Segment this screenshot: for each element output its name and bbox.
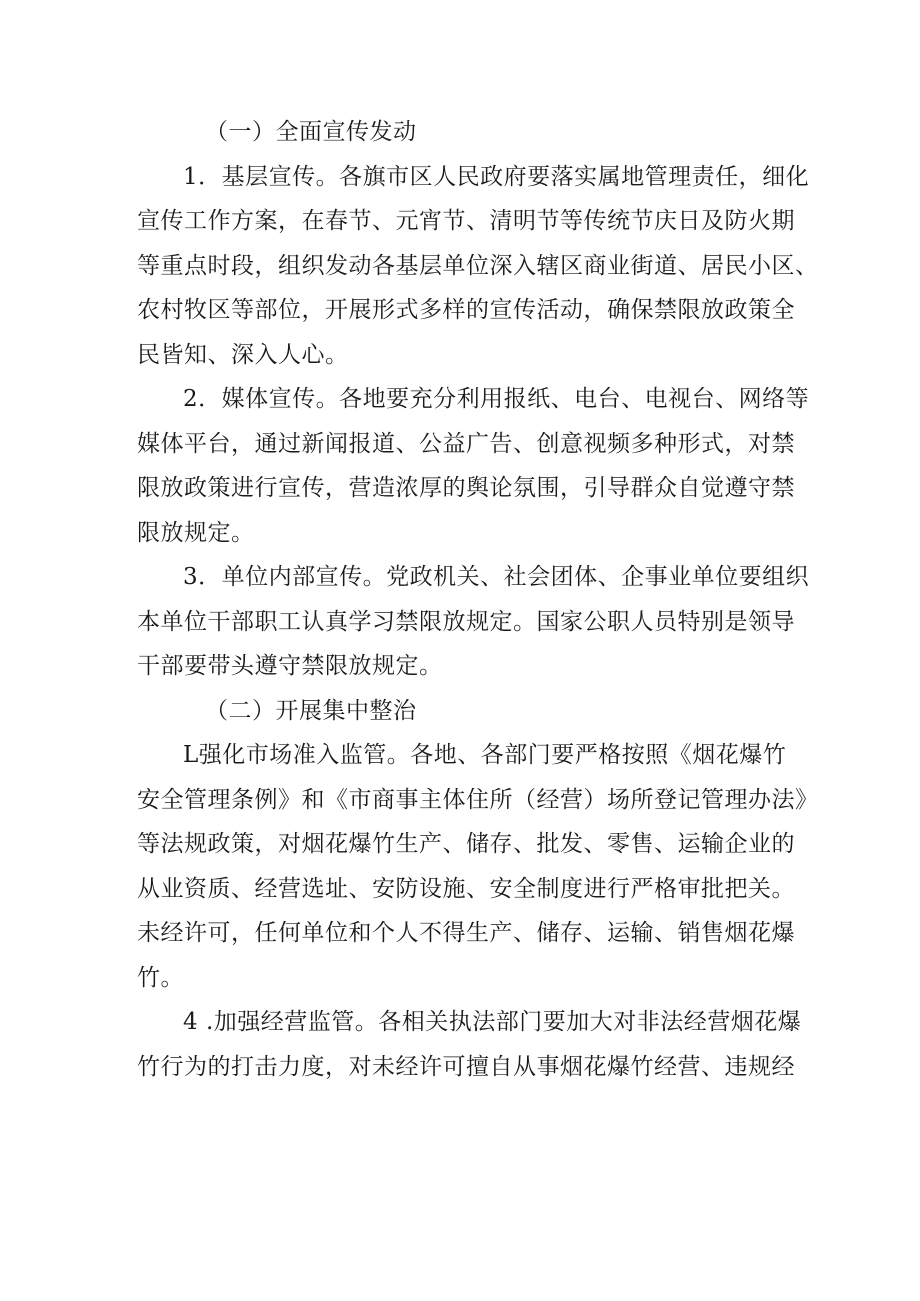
paragraph-line: 限放政策进行宣传，营造浓厚的舆论氛围，引导群众自觉遵守禁 <box>137 475 795 501</box>
paragraph-line: 从业资质、经营选址、安防设施、安全制度进行严格审批把关。 <box>137 875 795 902</box>
paragraph-1 <box>137 155 819 378</box>
paragraph-line: L强化市场准入监管。各地、各部门要严格按照《烟花爆竹 <box>183 742 787 768</box>
paragraph-line: 竹行为的打击力度，对未经许可擅自从事烟花爆竹经营、违规经 <box>137 1053 795 1080</box>
paragraph-line: 等法规政策，对烟花爆竹生产、储存、批发、零售、运输企业的 <box>137 831 795 857</box>
paragraph-line: 2．媒体宣传。各地要充分利用报纸、电台、电视台、网络等 <box>183 386 810 412</box>
paragraph-2 <box>137 377 810 555</box>
paragraph-line: 媒体平台，通过新闻报道、公益广告、创意视频多种形式，对禁 <box>137 430 795 457</box>
paragraph-line: 3．单位内部宣传。党政机关、社会团体、企事业单位要组织 <box>183 564 810 590</box>
paragraph-line: 限放规定。 <box>137 519 255 546</box>
paragraph-line: 农村牧区等部位，开展形式多样的宣传活动，确保禁限放政策全 <box>137 297 795 323</box>
paragraph-5 <box>137 1000 802 1089</box>
paragraph-line: 宣传工作方案，在春节、元宵节、清明节等传统节庆日及防火期 <box>137 208 795 234</box>
paragraph-line: 4 .加强经营监管。各相关执法部门要加大对非法经营烟花爆 <box>183 1009 802 1035</box>
paragraph-line: 干部要带头遵守禁限放规定。 <box>137 653 443 679</box>
paragraph-3 <box>137 555 810 689</box>
paragraph-line: 本单位干部职工认真学习禁限放规定。国家公职人员特别是领导 <box>137 608 795 635</box>
paragraph-line: 未经许可，任何单位和个人不得生产、储存、运输、销售烟花爆 <box>137 920 795 946</box>
paragraph-line: 安全管理条例》和《市商事主体住所（经营）场所登记管理办法》 <box>137 786 819 813</box>
paragraph-line: 竹。 <box>137 964 184 991</box>
section-heading-1: （一）全面宣传发动 <box>205 119 417 145</box>
paragraph-line: 民皆知、深入人心。 <box>137 341 349 368</box>
paragraph-4 <box>137 733 819 1000</box>
paragraph-line: 等重点时段，组织发动各基层单位深入辖区商业街道、居民小区、 <box>137 252 819 279</box>
paragraph-line: 1．基层宣传。各旗市区人民政府要落实属地管理责任，细化 <box>183 163 810 190</box>
section-heading-2: （二）开展集中整治 <box>205 697 417 724</box>
document-body <box>137 110 819 1089</box>
